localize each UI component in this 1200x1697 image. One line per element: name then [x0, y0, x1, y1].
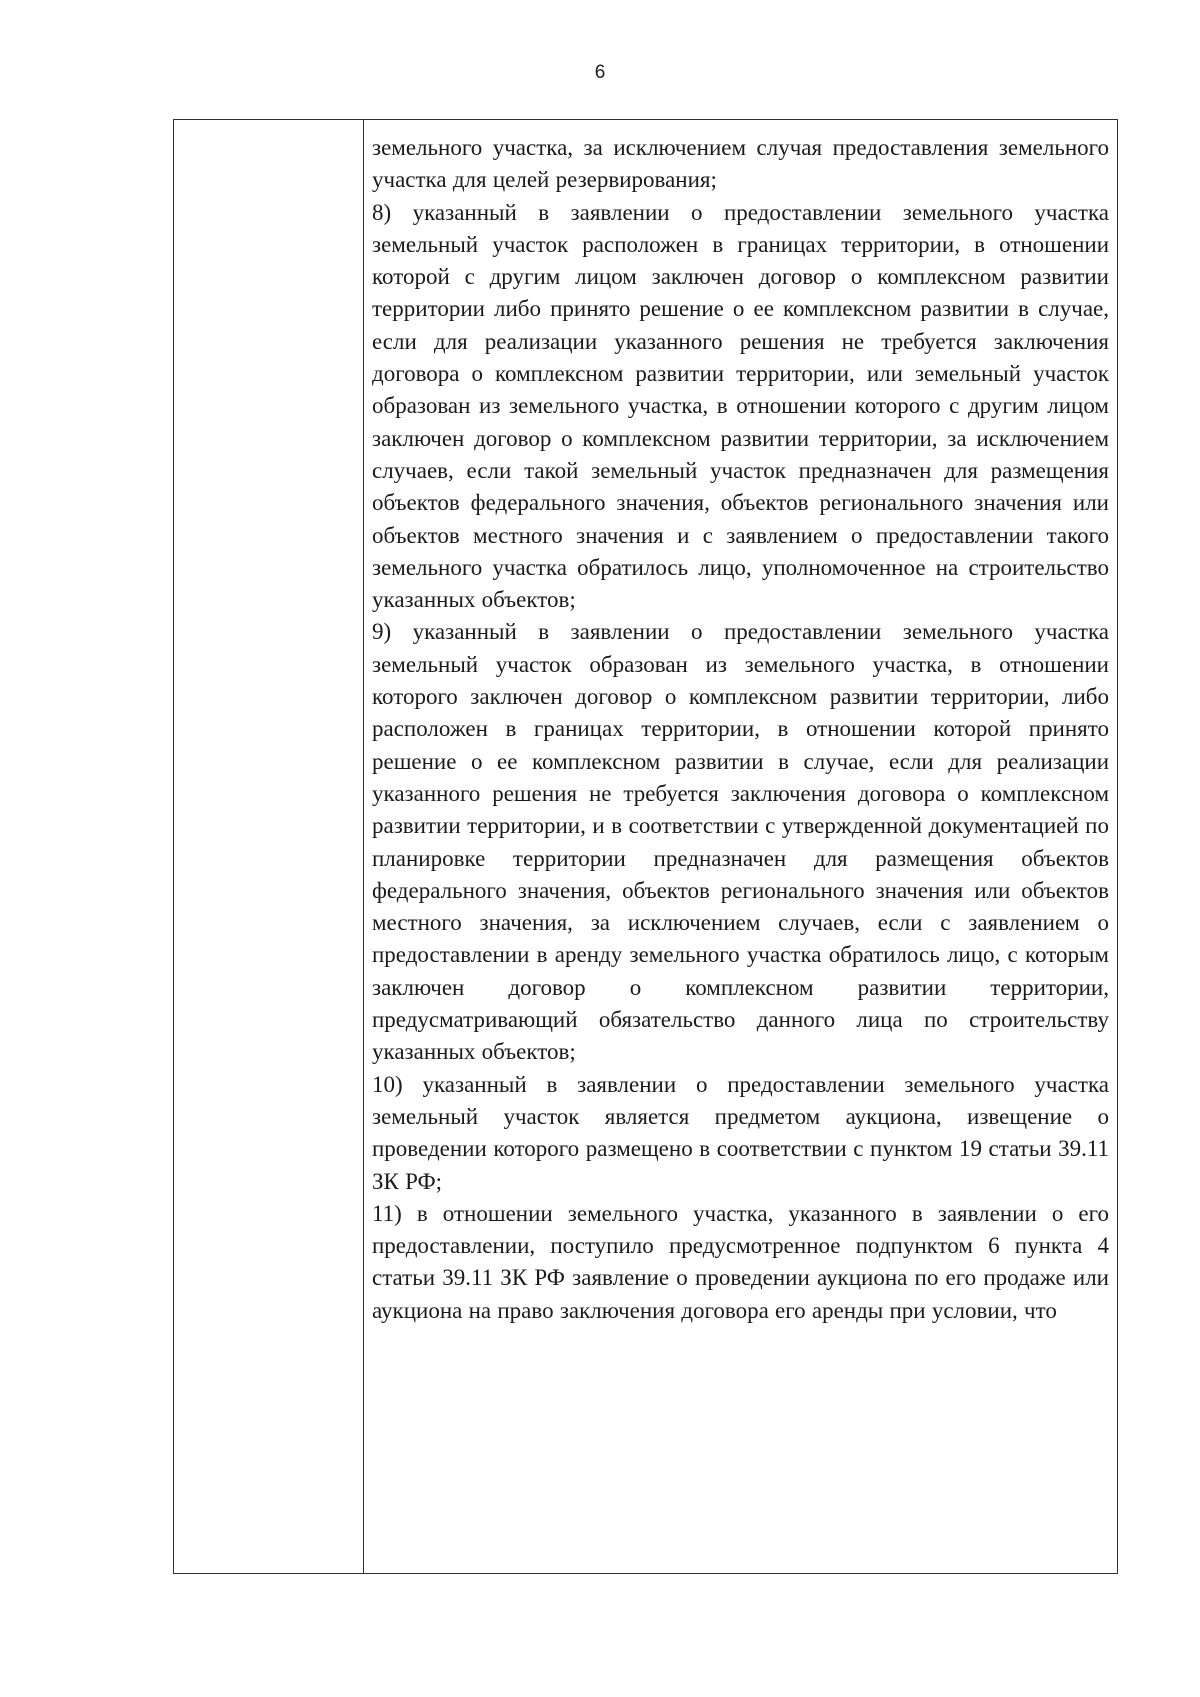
- paragraph-item-9: 9) указанный в заявлении о предоставлении земельного участка земельный участок образован из земельного участка, в отношении которого заключен договор о комплексном развитии территории, либо расположен в границах территории, в отношении которой принято решение о ее комплексном развитии в случае, если для реализации указанного решения не требуется заключения договора о комплексном развитии территории, и в соответствии с утвержденной документацией по планировке территории предназначен для размещения объектов федерального значения, объектов регионального значения или объектов местного значения, за исключением случаев, если с заявлением о предоставлении в аренду земельного участка обратилось лицо, с которым заключен договор о комплексном развитии территории, предусматривающий обязательство данного лица по строительству указанных объектов;: [372, 619, 1109, 1065]
- page-number: 6: [594, 62, 606, 83]
- paragraph-item-10: 10) указанный в заявлении о предоставлении земельного участка земельный участок является предметом аукциона, извещение о проведении которого размещено в соответствии с пунктом 19 статьи 39.11 ЗК РФ;: [372, 1071, 1109, 1194]
- paragraph-item-11: 11) в отношении земельного участка, указанного в заявлении о его предоставлении, поступило предусмотренное подпунктом 6 пункта 4 статьи 39.11 ЗК РФ заявление о проведении аукциона по его продаже или аукциона на право заключения договора его аренды при условии, что: [372, 1200, 1109, 1323]
- paragraph-item-8: 8) указанный в заявлении о предоставлении земельного участка земельный участок расположен в границах территории, в отношении которой с другим лицом заключен договор о комплексном развитии территории либо принято решение о ее комплексном развитии в случае, если для реализации указанного решения не требуется заключения договора о комплексном развитии территории, или земельный участок образован из земельного участка, в отношении которого с другим лицом заключен договор о комплексном развитии территории, за исключением случаев, если такой земельный участок предназначен для размещения объектов федерального значения, объектов регионального значения или объектов местного значения и с заявлением о предоставлении такого земельного участка обратилось лицо, уполномоченное на строительство указанных объектов;: [372, 199, 1109, 613]
- table-right-cell: [364, 120, 1117, 1573]
- paragraph-continuation: земельного участка, за исключением случая предоставления земельного участка для целей резервирования;: [372, 135, 1109, 193]
- document-table: [173, 119, 1118, 1574]
- table-left-cell: [174, 120, 364, 1573]
